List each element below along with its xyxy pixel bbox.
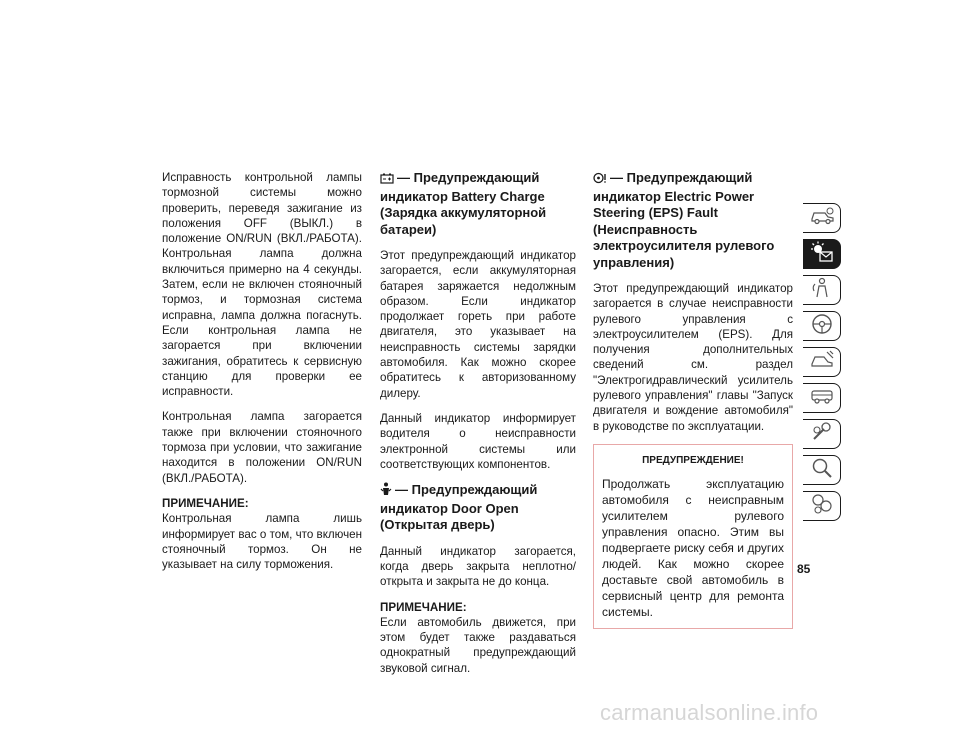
- section-heading-battery: — Предупреждающий индикатор Battery Charge (Зарядка аккумуляторной батареи): [380, 170, 547, 237]
- chapter-tab-2[interactable]: [803, 239, 841, 269]
- column-2: [380, 170, 576, 686]
- paragraph: Данный индикатор информирует водителя о неисправности электронной системы или соответствующих компонентов.: [380, 411, 576, 471]
- paragraph: Исправность контрольной лампы тормозной системы можно проверить, переведя зажигание из положения OFF (ВЫКЛ.) в положение ON/RUN (ВКЛ./РАБОТА). Контрольная лампа должна включиться примерно на 4 секунды. Затем, если не включен стояночный тормоз, и тормозная система исправна, лампа должна погаснуть. Если контрольная лампа не загорается при включении зажигания, обратитесь к сервисную станцию для проверки ее исправности.: [162, 171, 362, 399]
- note-title: ПРИМЕЧАНИЕ:: [162, 496, 249, 510]
- chapter-tab-5[interactable]: [803, 347, 841, 377]
- paragraph: Контрольная лампа загорается также при включении стояночного тормоза при условии, что зажигание находится в положении ON/RUN (ВКЛ./РАБОТА).: [162, 410, 362, 485]
- airbag-seat-icon: [809, 277, 835, 304]
- page-number: 85: [797, 562, 811, 576]
- column-3: [593, 170, 793, 629]
- chapter-tab-1[interactable]: [803, 203, 841, 233]
- chapter-tab-4[interactable]: [803, 311, 841, 341]
- car-service-icon: [809, 386, 835, 411]
- magnifier-icon: [811, 457, 833, 484]
- battery-icon: [380, 172, 394, 189]
- note-text: Контрольная лампа лишь информирует вас о том, что включен стояночный тормоз. Он не указывает на силу торможения.: [162, 512, 362, 572]
- index-list-icon: [809, 492, 835, 521]
- chapter-tab-9[interactable]: [803, 491, 841, 521]
- warning-title: ПРЕДУПРЕЖДЕНИЕ!: [642, 454, 744, 466]
- paragraph: Этот предупреждающий индикатор загорается в случае неисправности рулевого управления с электроусилителем (EPS). Для получения дополнительных сведений см. раздел "Электрогидравлический усилитель рулевого управления" главы "Запуск двигателя и вождение автомобиля" в руководстве по эксплуатации.: [593, 282, 793, 433]
- section-heading-door: — Предупреждающий индикатор Door Open (Открытая дверь): [380, 482, 538, 533]
- note-title: ПРИМЕЧАНИЕ:: [380, 600, 467, 614]
- paragraph: Этот предупреждающий индикатор загорается, если аккумуляторная батарея заряжается недолжным образом. Если индикатор продолжает гореть при работе двигателя, это указывает на неисправность системы зарядки автомобиля. Как можно скорее обратитесь к авторизованному дилеру.: [380, 249, 576, 400]
- wrench-car-icon: [810, 421, 834, 448]
- chapter-tab-7[interactable]: [803, 419, 841, 449]
- watermark-footer: carmanualsonline.info: [600, 700, 819, 725]
- column-1: [162, 170, 362, 582]
- chapter-tab-8[interactable]: [803, 455, 841, 485]
- car-crash-icon: [809, 350, 835, 375]
- chapter-tab-3[interactable]: [803, 275, 841, 305]
- warning-box: [593, 444, 793, 629]
- note-text: Если автомобиль движется, при этом будет также раздаваться однократный предупреждающий звуковой сигнал.: [380, 615, 576, 675]
- paragraph: Данный индикатор загорается, когда дверь закрыта неплотно/открыта и закрыта не до конца.: [380, 544, 576, 589]
- warning-text: Продолжать эксплуатацию автомобиля с неисправным усилителем рулевого управления опасно. Этим вы подвергаете риску себя и других людей. Как можно скорее доставьте свой автомобиль в сервисный центр для ремонта системы.: [602, 477, 784, 620]
- warning-light-icon: [809, 241, 835, 268]
- note: [380, 600, 576, 676]
- door-open-icon: [380, 482, 392, 501]
- section-heading-eps: — Предупреждающий индикатор Electric Power Steering (EPS) Fault (Неисправность электроусилителя рулевого управления): [593, 170, 775, 270]
- chapter-tab-6[interactable]: [803, 383, 841, 413]
- note: [162, 496, 362, 572]
- car-info-icon: [809, 207, 835, 230]
- eps-steering-icon: [593, 172, 607, 189]
- steering-wheel-icon: [811, 313, 833, 340]
